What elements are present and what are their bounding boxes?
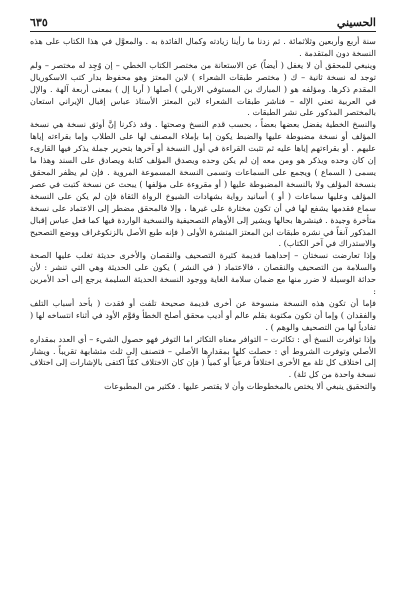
- page-number: ٦٣٥: [30, 15, 48, 29]
- paragraph: والتحقيق ينبغي ألا يختص بالمخطوطات وأن لا يقتصر عليها . فكثير من المطبوعات: [104, 381, 376, 392]
- paragraph: سنة أربع وأربعين وثلاثمائة . ثم زدنا ما رأينا زيادته وكمال الفائدة به . والمعوَّل في هذا الكتاب على هذه النسخة دون المتقدمة .: [30, 36, 376, 58]
- paragraph: والنسخ الخطية يفضل بعضها بعضاً ، بحسب قدم النسخ وصحتها . وقد ذكرنا إنَّ أوثق نسخة هي نسخة المؤلف أو نسخة مضبوطة عليها والضبط يكون إما بإملاء المصنف لها على الطلاب وإما بقراءته إياها عليهم . أو بقراءتهم إياها عليه ثم تثبت القراءة في أول النسخة أو آخرها بتحرير جملة يذكر فيها القارىء إن كان وحده ويذكر هو ومن معه إن لم يكن وحده ويصدق المؤلف كتابة ويصادق على السند وهذا ما يسمى ( السماع ) ويجمع على السماعات وتسمى النسخة المسموعة المروية . فإن لم يظفر المحقق بنسخة المؤلف ولا بالنسخة المضبوطة عليها ( أو مقروءة على مؤلفها ) يبحث عن نسخة كتبت في عصر المؤلف وعليها سماعات ( أو ) أسانيد رواية بشهادات الشيوخ الرواة الثقاة فإن لم يكن على النسخة سماع فقدمها يشفع لها في أن تكون مختارة على غيرها ، وإلا فالمحقق مضطر إلى الاعتماد على نسخة متأخرة وجيدة . فينشرها بحالها ويشير إلى الأوهام التصحيفية والنسخية الواردة فيها كما فعل عباس إقبال المذكور آنفاً في نشره طبقات ابن المعتز المنشرة الأولى ( فإنه طبع الأصل بالزنكوغراف ووضع التصحيح والاستدراك في آخر الكتاب) .: [30, 119, 376, 249]
- paragraph: فإما أن تكون هذه النسخة منسوخة عن أخرى قديمة صحيحة تلفت أو فقدت ( بأحد أسباب التلف والفقدان ) وإما أن تكون مكتوبة بقلم عالم أو أديب محقق أصلح الخطأ وقوَّم الأود في أثناء انتساخه لها ( تفادياً لها من التصحيف والوهم ) .: [30, 297, 376, 332]
- paragraph: وإذا توافرت النسخ أي : تكاثرت – التوافر معناه التكاثر اما التوفر فهو حصول الشيء – أي العدد بمقداره الأصلي وتوفرت الشروط أي : حصلت كلها بمقدارها الأصلي – فتصنف إلى ثلث متشابهة تقريباً . ويشار إلى اختلاف كل ثلة مع الأخرى اختلافاً فرعياً أو كمياً ( فإن كان الاختلاف كمّاً اكتفى بالإشارات إلى اختلاف نسخة واحدة من كل ثلة) .: [30, 333, 376, 380]
- running-header: [30, 14, 376, 30]
- body-text: [30, 36, 376, 582]
- header-rule: [30, 31, 376, 32]
- paragraph: وإذا تعارضت نسختان – إحداهما قديمة كثيرة التصحيف والنقصان والأخرى حديثة تغلب عليها الصحة والسلامة من التصحيف والنقصان ، فالاعتماد ( في النشر ) يكون على الحديثة وهي التي تنشر : لأن حداثة الوسيلة لا ضرر منها مع ضمان سلامة الغاية ووجود النسخة الحديثة السليمة يرجع إلى أحد الأمرين :: [30, 250, 376, 297]
- paragraph: وينبغي للمحقق أن لا يغفل ( أيضاً) عن الاستعانة من مختصر الكتاب الخطي – إن وُجِد له مختصر – ولم توجد له نسخة ثانية – ك ( مختصر طبقات الشعراء ) لابن المعتز وهو محفوظ بدار كتب الاسكوريال المقدم ذكرها. ومؤلفه هو ( المبارك بن المستوفي الاربلي ) أصلها ( أربا إل ) بمعنى أربعة آلهة . والإل في العربية تعني الإله – فناشر طبقات الشعراء لابن المعتز الأستاذ عباس إقبال الإيراني استعان بالمختصر المذكور على نشر الطبقات .: [30, 59, 376, 118]
- running-title: الحسيني: [336, 15, 376, 29]
